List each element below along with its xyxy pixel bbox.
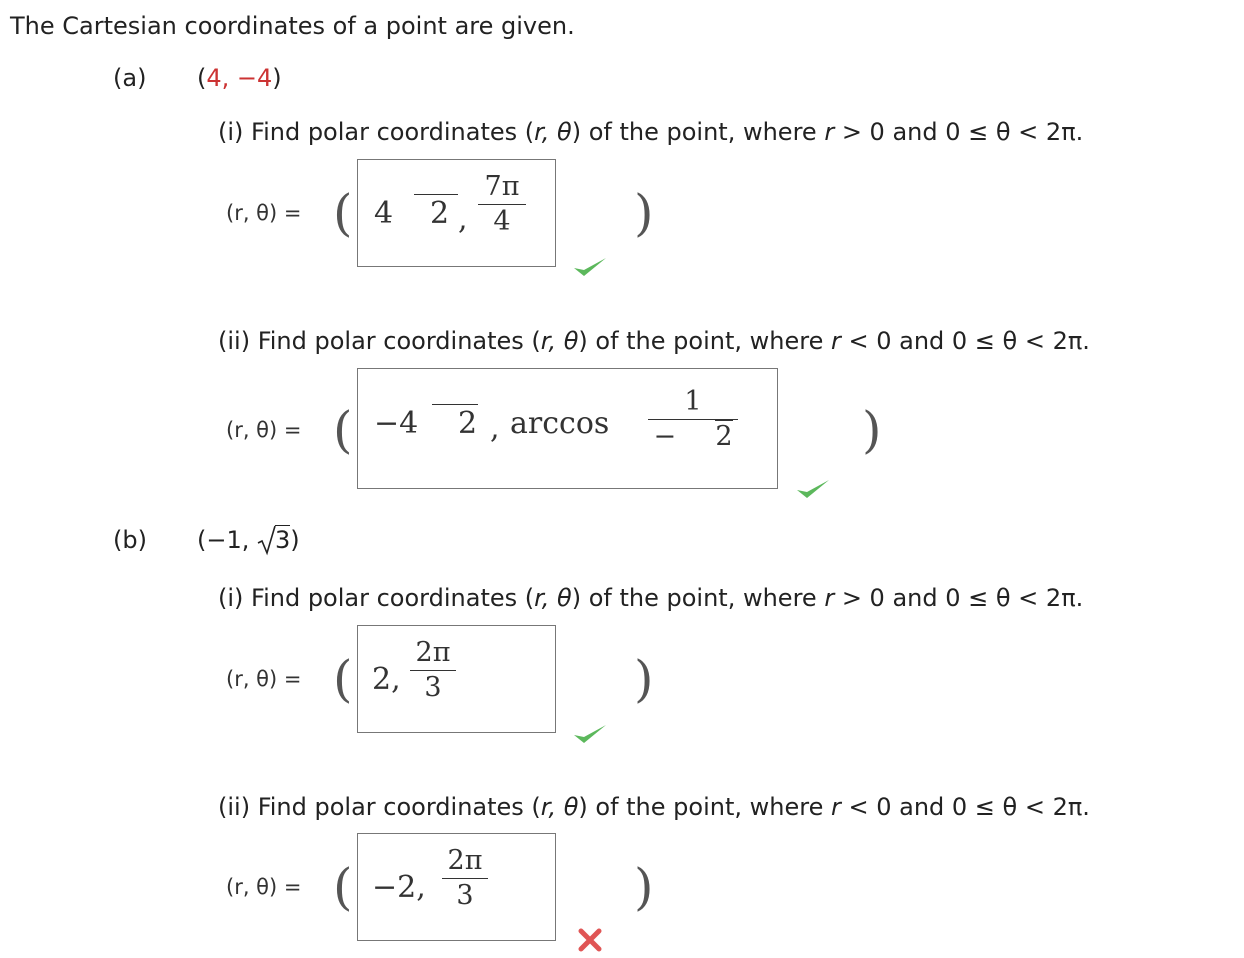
answer-fraction [478,172,526,236]
fraction-numerator: 7π [484,171,520,202]
open-paren: ( [333,184,353,242]
prompt-r: r [824,118,835,146]
prompt-mid: ) of the point, where [578,793,831,821]
sqrt-sign-icon [257,524,277,556]
close-paren: ) [634,650,654,708]
answer-sep: , [490,411,500,446]
part-b-q2-eq-label: (r, θ) = [226,875,302,899]
fraction-bar [410,670,456,671]
part-b-point-radicand: 3 [275,526,291,554]
part-a-q2-eq-label: (r, θ) = [226,418,302,442]
prompt-r: r [824,584,835,612]
close-paren: ) [862,401,882,459]
checkmark-icon [572,722,608,746]
close-paren: ) [634,858,654,916]
part-b-q1-answer-box[interactable] [357,625,556,733]
part-b-point-open: (−1, [197,526,257,554]
answer-coef: −4 [374,406,419,441]
part-a-q1-answer-box[interactable] [357,159,556,267]
part-b-point [197,526,300,554]
part-b-q1-prompt [218,584,1083,612]
prompt-vars: r, θ [540,327,579,355]
answer-fraction [410,638,456,702]
fraction-numerator: 1 [684,386,702,417]
answer-radicand: 2 [430,196,450,231]
prompt-mid: ) of the point, where [571,584,825,612]
prompt-start: (ii) Find polar coordinates ( [218,327,541,355]
part-b-q1-eq-label: (r, θ) = [226,667,302,691]
part-b-label: (b) [113,526,147,554]
fraction-numerator: 2π [447,845,483,876]
prompt-end: > 0 and 0 ≤ θ < 2π. [834,118,1084,146]
sqrt-overline [414,194,458,195]
prompt-r: r [830,327,841,355]
fraction-bar [478,204,526,205]
fraction-denominator: 4 [493,205,511,237]
checkmark-icon [572,255,608,279]
part-a-point-close: ) [272,64,282,92]
sqrt-overline [432,404,478,405]
sqrt [257,526,290,554]
answer-fraction [648,387,738,451]
prompt-mid: ) of the point, where [578,327,831,355]
answer-sep: , [458,202,468,237]
part-a-q2-answer-box[interactable] [357,368,778,489]
part-a-q1-prompt [218,118,1083,146]
cross-icon [576,926,604,954]
answer-coef: −2, [372,870,426,905]
fraction-denominator: 3 [424,671,442,703]
close-paren: ) [634,184,654,242]
answer-fraction [442,846,488,910]
fraction-denominator [648,422,738,452]
part-a-q1-eq-label: (r, θ) = [226,201,302,225]
denominator-sign: − [653,420,677,452]
prompt-end: > 0 and 0 ≤ θ < 2π. [834,584,1084,612]
open-paren: ( [333,858,353,916]
open-paren: ( [333,650,353,708]
part-a-point-open: ( [197,64,207,92]
part-a-point [197,64,282,92]
fraction-bar [442,878,488,879]
prompt-vars: r, θ [534,118,572,146]
open-paren: ( [333,401,353,459]
part-a-q2-prompt [218,327,1090,355]
prompt-vars: r, θ [534,584,572,612]
part-b-point-close: ) [290,526,300,554]
fraction-numerator: 2π [415,637,451,668]
prompt-start: (i) Find polar coordinates ( [218,118,535,146]
answer-radicand: 2 [458,406,478,441]
prompt-mid: ) of the point, where [571,118,825,146]
prompt-end: < 0 and 0 ≤ θ < 2π. [840,793,1090,821]
denominator-radicand: 2 [715,420,733,452]
checkmark-icon [795,477,831,501]
part-a-point-value: 4, −4 [206,64,273,92]
part-b-q2-answer-box[interactable] [357,833,556,941]
fraction-denominator: 3 [456,879,474,911]
prompt-start: (ii) Find polar coordinates ( [218,793,541,821]
prompt-vars: r, θ [540,793,579,821]
intro-text: The Cartesian coordinates of a point are given. [10,12,575,40]
part-b-q2-prompt [218,793,1090,821]
answer-coef: 2, [372,662,401,697]
part-a-label: (a) [113,64,147,92]
answer-coef: 4 [374,196,394,231]
answer-func: arccos [510,406,610,441]
prompt-r: r [830,793,841,821]
prompt-end: < 0 and 0 ≤ θ < 2π. [840,327,1090,355]
prompt-start: (i) Find polar coordinates ( [218,584,535,612]
